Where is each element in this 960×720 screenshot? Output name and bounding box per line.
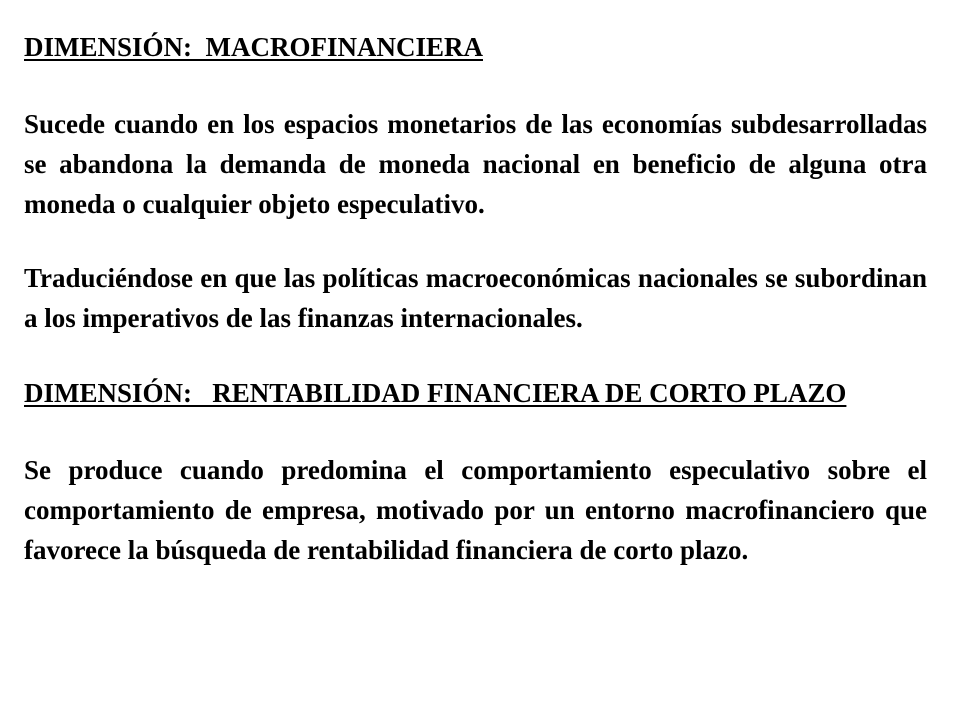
document-body bbox=[24, 28, 927, 570]
section-heading-rentabilidad: DIMENSIÓN: RENTABILIDAD FINANCIERA DE CORTO PLAZO bbox=[24, 378, 847, 408]
spacer bbox=[24, 224, 927, 258]
paragraph-rentabilidad-definition: Se produce cuando predomina el comportamiento especulativo sobre el comportamiento de empresa, motivado por un entorno macrofinanciero que favorece la búsqueda de rentabilidad financiera de corto plazo. bbox=[24, 455, 927, 565]
spacer bbox=[24, 66, 927, 104]
paragraph-macrofinanciera-definition: Sucede cuando en los espacios monetarios de las economías subdesarrolladas se abandona la demanda de moneda nacional en beneficio de alguna otra moneda o cualquier objeto especulativo. bbox=[24, 109, 927, 219]
spacer bbox=[24, 338, 927, 374]
section-heading-macrofinanciera: DIMENSIÓN: MACROFINANCIERA bbox=[24, 32, 483, 62]
spacer bbox=[24, 412, 927, 450]
paragraph-macrofinanciera-consequence: Traduciéndose en que las políticas macroeconómicas nacionales se subordinan a los imperativos de las finanzas internacionales. bbox=[24, 263, 927, 333]
